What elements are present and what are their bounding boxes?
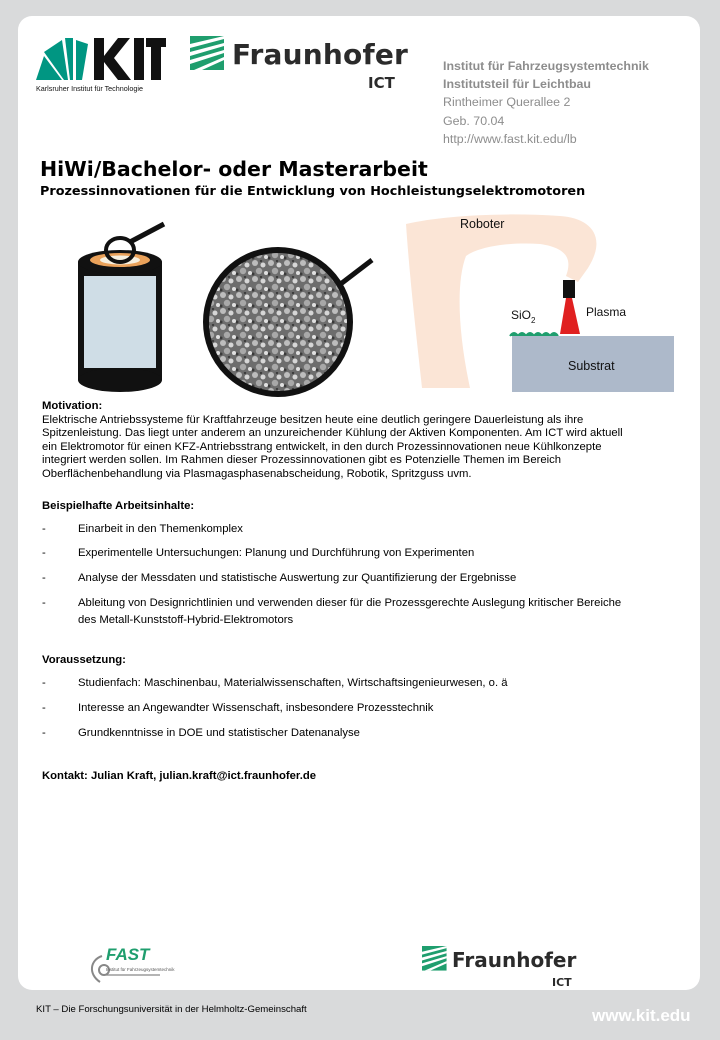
list-item-text: Analyse der Messdaten und statistische Auswertung zur Quantifizierung der Ergebnisse (78, 572, 517, 584)
address-street: Rintheimer Querallee 2 (443, 95, 571, 110)
motivation-text: Oberflächenbehandlung via Plasmagasphasenabscheidung, Robotik, Spritzguss uvm. (42, 467, 472, 480)
fast-logo-mark (86, 944, 175, 986)
fraunhofer-logo-footer (422, 944, 582, 990)
kit-logo-subtitle: Karlsruher Institut für Technologie (36, 84, 143, 93)
motivation-text: ein Elektromotor für einen KFZ-Antriebsstrang entwickelt, in den durch Prozessinnovationen neue Kühlkonzepte (42, 440, 602, 453)
fast-logo (86, 944, 175, 986)
institute-url[interactable]: http://www.fast.kit.edu/lb (443, 131, 577, 146)
footer-url[interactable]: www.kit.edu (592, 1006, 691, 1025)
sio2-coating (510, 333, 558, 336)
institute-line: Institut für Fahrzeugsystemtechnik (443, 59, 649, 73)
plasma-label: Plasma (586, 305, 627, 319)
motivation-text: Elektrische Antriebssysteme für Kraftfahrzeuge besitzen heute eine deutlich geringere Dauerleistung als ihre (42, 413, 584, 426)
motivation-section (42, 400, 682, 482)
fraunhofer-unit: ICT (368, 74, 395, 92)
institute-line: Institutsteil für Leichtbau (443, 77, 592, 92)
page-subtitle: Prozessinnovationen für die Entwicklung von Hochleistungselektromotoren (40, 184, 586, 199)
list-item-text: Ableitung von Designrichtlinien und verwenden dieser für die Prozessgerechte Auslegung kritischer Bereiche (78, 597, 622, 609)
robot-illustration (406, 214, 674, 392)
fraunhofer-logo (190, 34, 409, 94)
address-building: Geb. 70.04 (443, 113, 505, 128)
contact-text[interactable]: Kontakt: Julian Kraft, julian.kraft@ict.fraunhofer.de (42, 770, 317, 782)
fast-logo-name: FAST (106, 945, 150, 964)
motivation-heading: Motivation: (42, 400, 103, 412)
bullet-dash: - (42, 727, 46, 739)
tasks-heading-text: Beispielhafte Arbeitsinhalte: (42, 500, 195, 512)
plasma-jet (560, 298, 580, 334)
tasks-heading (42, 500, 682, 514)
sio2-label: SiO (511, 308, 532, 322)
bullet-dash: - (42, 597, 46, 609)
bullet-dash: - (42, 702, 46, 714)
fraunhofer-unit: ICT (552, 976, 572, 989)
plasma-nozzle (563, 280, 575, 298)
bullet-dash: - (42, 547, 46, 559)
bullet-dash: - (42, 572, 46, 584)
fast-logo-tagline: Institut für Fahrzeugsystemtechnik (106, 967, 175, 972)
bullet-dash: - (42, 523, 46, 535)
requirements-heading (42, 654, 682, 668)
list-item-text: Grundkenntnisse in DOE und statistischer Datenanalyse (78, 727, 360, 739)
motivation-text: integriert werden sollen. Im Rahmen dieser Prozessinnovationen gibt es Potenzielle Themen im Bereich (42, 454, 562, 467)
fraunhofer-mark (190, 36, 226, 72)
robot-label: Roboter (460, 217, 505, 231)
contact-line (42, 770, 682, 784)
kit-logo (36, 36, 166, 96)
substrate-label: Substrat (568, 359, 615, 373)
list-item-text: des Metall-Kunststoff-Hybrid-Elektromotors (78, 614, 294, 626)
footer-text: KIT – Die Forschungsuniversität in der Helmholtz-Gemeinschaft (36, 1004, 307, 1015)
list-item-text: Interesse an Angewandter Wissenschaft, insbesondere Prozesstechnik (78, 702, 434, 714)
list-item-text: Einarbeit in den Themenkomplex (78, 523, 243, 535)
sio2-subscript: 2 (531, 316, 536, 325)
surface-magnifier-illustration (206, 250, 372, 394)
kit-logo-mark (36, 36, 166, 82)
fraunhofer-wordmark: Fraunhofer (232, 38, 409, 71)
institute-info (443, 57, 649, 148)
fraunhofer-wordmark: Fraunhofer (452, 948, 577, 972)
motivation-text: Spitzenleistung. Das liegt unter anderem an unzureichender Kühlung der Aktiven Komponenten. Am ICT wird aktuell (42, 427, 623, 440)
list-item-text: Studienfach: Maschinenbau, Materialwissenschaften, Wirtschaftsingenieurwesen, o. ä (78, 677, 508, 689)
fraunhofer-mark (422, 946, 448, 972)
page-title: HiWi/Bachelor- oder Masterarbeit (40, 157, 428, 181)
bullet-dash: - (42, 677, 46, 689)
motor-cylinder-illustration (78, 224, 164, 392)
requirements-heading-text: Voraussetzung: (42, 654, 126, 666)
process-figure (60, 212, 690, 402)
list-item-text: Experimentelle Untersuchungen: Planung und Durchführung von Experimenten (78, 547, 475, 559)
